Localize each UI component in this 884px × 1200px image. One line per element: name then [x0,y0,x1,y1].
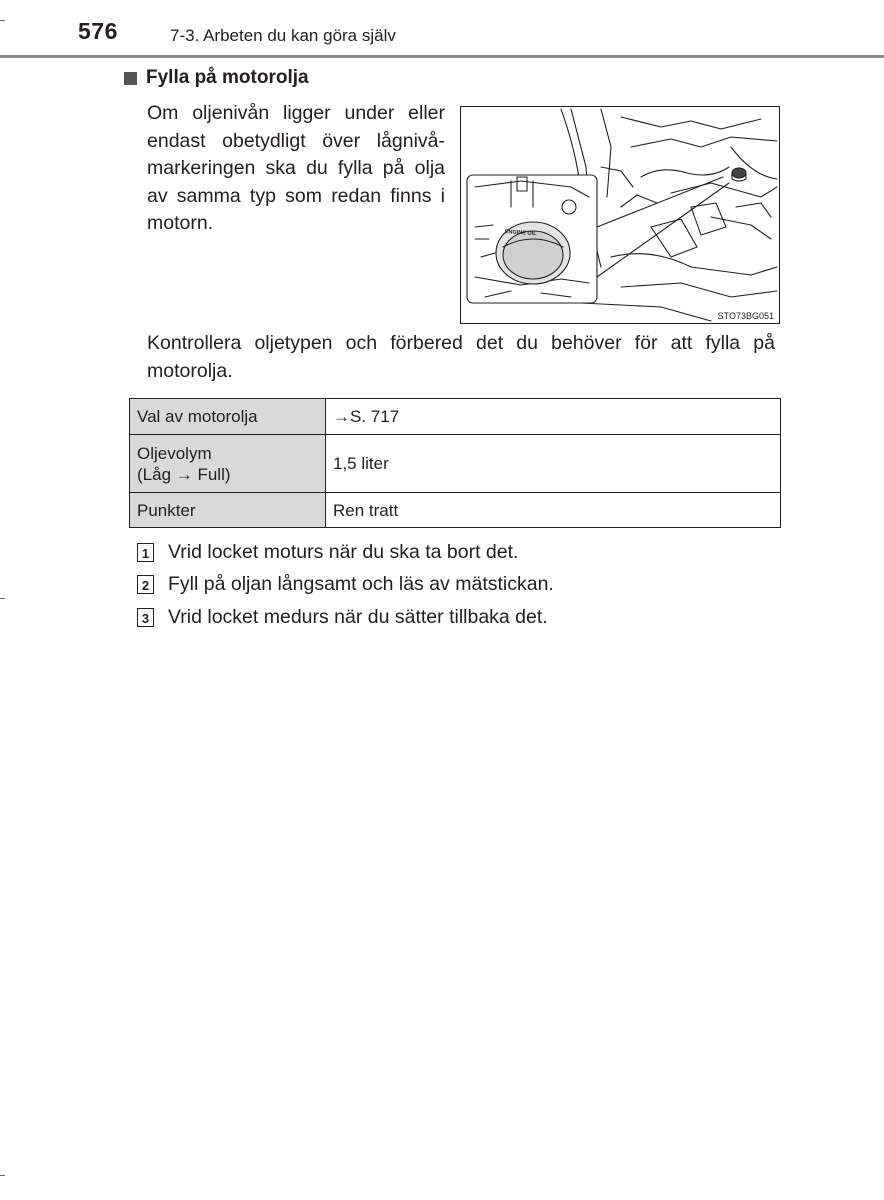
table-label-cell: Punkter [130,493,326,528]
table-value-cell: →S. 717 [326,399,781,435]
figure-code: STO73BG051 [717,311,774,321]
table-label-cell: Oljevolym (Låg → Full) [130,435,326,493]
step-text: Vrid locket moturs när du ska ta bort det. [168,540,519,563]
step-list [137,536,554,634]
margin-tick [0,20,5,21]
engine-bay-drawing [461,107,779,323]
square-bullet-icon [124,72,137,85]
table-label-cell: Val av motorolja [130,399,326,435]
step-number-badge: 2 [137,575,154,594]
table-value-cell: Ren tratt [326,493,781,528]
list-item [137,601,554,634]
page-number: 576 [78,18,118,44]
engine-illustration [460,106,780,324]
list-item [137,536,554,569]
table-row [130,399,781,435]
list-item [137,569,554,602]
table-value-cell: 1,5 liter [326,435,781,493]
step-number-badge: 3 [137,608,154,627]
oil-cap-label: ENGINE OIL [504,229,537,238]
header-rule [0,55,884,58]
table-row [130,435,781,493]
second-paragraph: Kontrollera oljetypen och förbered det du behöver för att fylla på motorolja. [147,332,775,382]
chapter-title: 7-3. Arbeten du kan göra själv [170,26,396,45]
margin-tick [0,598,5,599]
margin-tick [0,1175,5,1176]
step-text: Fyll på oljan långsamt och läs av mätstickan. [168,573,554,596]
section-heading-text: Fylla på motorolja [146,67,309,88]
table-row [130,493,781,528]
oil-spec-table [129,398,781,528]
intro-paragraph: Om oljenivån ligger under eller endast obetydligt över lågnivå-markeringen ska du fylla på olja av samma typ som redan finns i motorn. [147,102,445,234]
section-heading [124,67,309,89]
step-text: Vrid locket medurs när du sätter tillbaka det. [168,605,548,628]
step-number-badge: 1 [137,543,154,562]
